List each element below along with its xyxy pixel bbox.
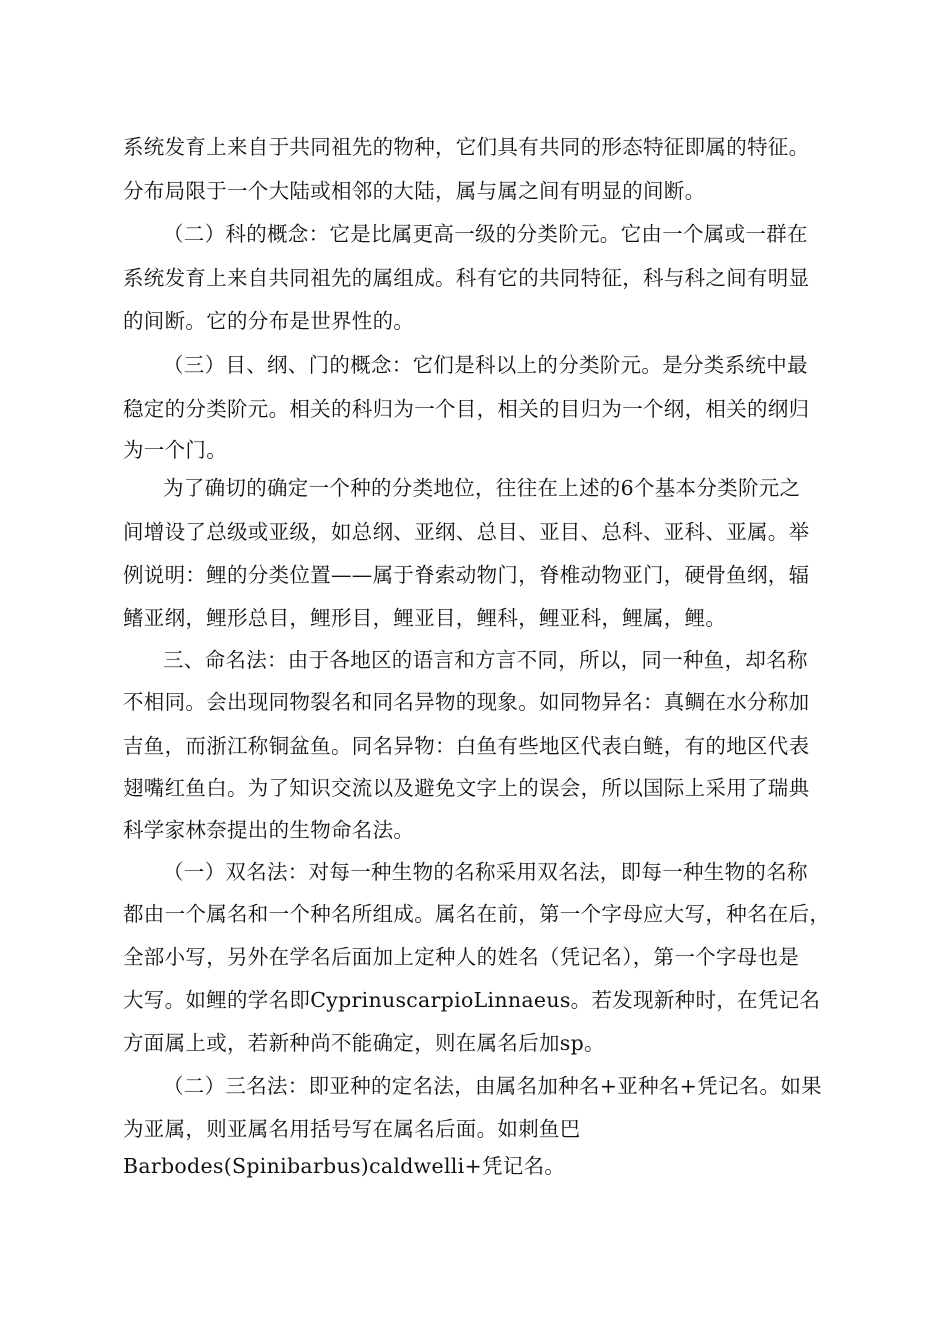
text-line: 为一个门。 (123, 438, 227, 462)
text-line: 系统发育上来自于共同祖先的物种，它们具有共同的形态特征即属的特征。 (123, 135, 810, 159)
text-line: 大写。如鲤的学名即CyprinuscarpioLinnaeus。若发现新种时，在凭记名 (123, 988, 821, 1012)
text-line: （二）三名法：即亚种的定名法，由属名加种名+亚种名+凭记名。如果 (163, 1074, 822, 1098)
text-line: 稳定的分类阶元。相关的科归为一个目，相关的目归为一个纲，相关的纲归 (123, 397, 810, 421)
text-line: （一）双名法：对每一种生物的名称采用双名法，即每一种生物的名称 (163, 860, 808, 884)
text-line: 三、命名法：由于各地区的语言和方言不同，所以，同一种鱼，却名称 (163, 648, 808, 672)
text-line: 翅嘴红鱼白。为了知识交流以及避免文字上的误会，所以国际上采用了瑞典 (123, 776, 810, 800)
text-line: 都由一个属名和一个种名所组成。属名在前，第一个字母应大写，种名在后， (123, 902, 831, 926)
text-line: 为了确切的确定一个种的分类地位，往往在上述的6个基本分类阶元之 (163, 476, 801, 500)
text-line: 为亚属，则亚属名用括号写在属名后面。如刺鱼巴 (123, 1117, 581, 1141)
text-line: 系统发育上来自共同祖先的属组成。科有它的共同特征，科与科之间有明显 (123, 266, 810, 290)
text-line: 全部小写，另外在学名后面加上定种人的姓名（凭记名），第一个字母也是 (123, 945, 800, 969)
text-line: （二）科的概念：它是比属更高一级的分类阶元。它由一个属或一群在 (163, 222, 808, 246)
text-line: 不相同。会出现同物裂名和同名异物的现象。如同物异名：真鲷在水分称加 (123, 690, 810, 714)
text-line: 例说明：鲤的分类位置——属于脊索动物门，脊椎动物亚门，硬骨鱼纲，辐 (123, 563, 810, 587)
text-line: 分布局限于一个大陆或相邻的大陆，属与属之间有明显的间断。 (123, 179, 706, 203)
text-line: 方面属上或，若新种尚不能确定，则在属名后加sp。 (123, 1031, 605, 1055)
text-line: Barbodes(Spinibarbus)caldwelli+凭记名。 (123, 1154, 566, 1178)
text-line: （三）目、纲、门的概念：它们是科以上的分类阶元。是分类系统中最 (163, 353, 808, 377)
text-line: 的间断。它的分布是世界性的。 (123, 309, 415, 333)
text-line: 科学家林奈提出的生物命名法。 (123, 818, 415, 842)
text-line: 吉鱼，而浙江称铜盆鱼。同名异物：白鱼有些地区代表白鲢，有的地区代表 (123, 734, 810, 758)
text-line: 鳍亚纲，鲤形总目，鲤形目，鲤亚目，鲤科，鲤亚科，鲤属，鲤。 (123, 606, 727, 630)
text-line: 间增设了总级或亚级，如总纲、亚纲、总目、亚目、总科、亚科、亚属。举 (123, 520, 810, 544)
